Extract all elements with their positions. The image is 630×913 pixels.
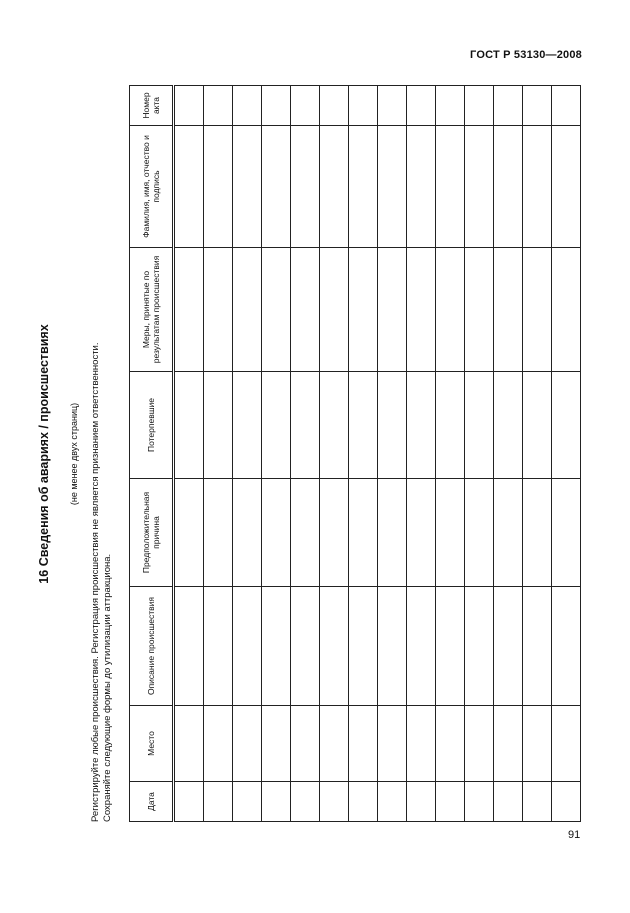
table-cell[interactable] — [523, 479, 552, 587]
table-cell[interactable] — [233, 248, 262, 372]
table-cell[interactable] — [494, 706, 523, 782]
table-cell[interactable] — [552, 248, 581, 372]
table-cell[interactable] — [204, 479, 233, 587]
table-cell[interactable] — [320, 86, 349, 126]
table-row — [204, 86, 233, 822]
table-cell[interactable] — [465, 587, 494, 706]
table-cell[interactable] — [233, 372, 262, 479]
table-row — [465, 86, 494, 822]
table-cell[interactable] — [378, 248, 407, 372]
table-cell[interactable] — [291, 372, 320, 479]
table-cell[interactable] — [349, 372, 378, 479]
table-cell[interactable] — [320, 248, 349, 372]
table-cell[interactable] — [552, 86, 581, 126]
table-cell[interactable] — [407, 126, 436, 248]
table-cell[interactable] — [465, 126, 494, 248]
column-header-description: Описание происшествия — [130, 587, 174, 706]
table-cell[interactable] — [262, 587, 291, 706]
table-cell[interactable] — [552, 587, 581, 706]
table-cell[interactable] — [262, 86, 291, 126]
table-cell[interactable] — [436, 86, 465, 126]
table-cell[interactable] — [378, 86, 407, 126]
table-row — [494, 86, 523, 822]
table-cell[interactable] — [262, 706, 291, 782]
table-row — [552, 86, 581, 822]
table-cell[interactable] — [407, 782, 436, 822]
table-cell[interactable] — [204, 372, 233, 479]
table-cell[interactable] — [349, 126, 378, 248]
section-title: 16 Сведения об авариях / происшествиях — [37, 324, 51, 584]
table-cell[interactable] — [204, 248, 233, 372]
table-cell[interactable] — [349, 587, 378, 706]
section-subtitle: (не менее двух страниц) — [69, 402, 79, 506]
table-cell[interactable] — [407, 372, 436, 479]
table-cell[interactable] — [378, 372, 407, 479]
table-cell[interactable] — [378, 587, 407, 706]
table-cell[interactable] — [349, 86, 378, 126]
table-cell[interactable] — [174, 706, 204, 782]
table-cell[interactable] — [378, 126, 407, 248]
intro-text — [90, 343, 114, 823]
table-cell[interactable] — [465, 479, 494, 587]
table-cell[interactable] — [291, 86, 320, 126]
table-cell[interactable] — [262, 782, 291, 822]
table-row — [291, 86, 320, 822]
table-cell[interactable] — [349, 479, 378, 587]
table-cell[interactable] — [407, 706, 436, 782]
table-cell[interactable] — [262, 126, 291, 248]
column-header-cause: Предположительная причина — [130, 479, 174, 587]
table-cell[interactable] — [552, 782, 581, 822]
table-cell[interactable] — [436, 248, 465, 372]
table-cell[interactable] — [204, 86, 233, 126]
table-cell[interactable] — [523, 782, 552, 822]
table-cell[interactable] — [320, 372, 349, 479]
table-cell[interactable] — [465, 86, 494, 126]
table-cell[interactable] — [262, 372, 291, 479]
table-cell[interactable] — [552, 372, 581, 479]
table-cell[interactable] — [436, 372, 465, 479]
table-row — [320, 86, 349, 822]
table-row — [262, 86, 291, 822]
page-number: 91 — [568, 829, 581, 841]
table-cell[interactable] — [233, 782, 262, 822]
table-cell[interactable] — [494, 782, 523, 822]
table-cell[interactable] — [320, 706, 349, 782]
table-cell[interactable] — [436, 479, 465, 587]
table-cell[interactable] — [233, 706, 262, 782]
table-cell[interactable] — [436, 706, 465, 782]
table-cell[interactable] — [436, 126, 465, 248]
table-cell[interactable] — [523, 86, 552, 126]
table-cell[interactable] — [204, 782, 233, 822]
table-cell[interactable] — [233, 587, 262, 706]
table-cell[interactable] — [523, 587, 552, 706]
table-cell[interactable] — [494, 86, 523, 126]
table-cell[interactable] — [204, 706, 233, 782]
table-cell[interactable] — [494, 372, 523, 479]
table-cell[interactable] — [494, 479, 523, 587]
table-cell[interactable] — [174, 126, 204, 248]
document-id: ГОСТ Р 53130—2008 — [470, 49, 582, 61]
table-cell[interactable] — [407, 479, 436, 587]
column-header-signature: Фамилия, имя, отчество и подпись — [130, 126, 174, 248]
table-cell[interactable] — [378, 706, 407, 782]
table-cell[interactable] — [523, 126, 552, 248]
table-body — [174, 86, 581, 822]
table-header-row — [130, 86, 174, 822]
table-cell[interactable] — [378, 479, 407, 587]
table-cell[interactable] — [174, 587, 204, 706]
table-row — [349, 86, 378, 822]
table-cell[interactable] — [233, 86, 262, 126]
table-cell[interactable] — [494, 587, 523, 706]
table-cell[interactable] — [320, 782, 349, 822]
intro-line: Сохраняйте следующие формы до утилизации аттракциона. — [102, 553, 113, 822]
table-row — [523, 86, 552, 822]
table-cell[interactable] — [465, 706, 494, 782]
rotated-landscape-content — [35, 86, 582, 822]
table-row — [436, 86, 465, 822]
table-cell[interactable] — [291, 248, 320, 372]
table-row — [378, 86, 407, 822]
table-cell[interactable] — [291, 126, 320, 248]
table-cell[interactable] — [465, 248, 494, 372]
table-cell[interactable] — [291, 479, 320, 587]
table-cell[interactable] — [320, 587, 349, 706]
column-header-act-number: Номер акта — [130, 86, 174, 126]
table-cell[interactable] — [465, 782, 494, 822]
column-header-place: Место — [130, 706, 174, 782]
table-row — [174, 86, 204, 822]
table-cell[interactable] — [552, 479, 581, 587]
table-cell[interactable] — [174, 782, 204, 822]
column-header-date: Дата — [130, 782, 174, 822]
table-cell[interactable] — [204, 587, 233, 706]
column-header-victims: Потерпевшие — [130, 372, 174, 479]
table-cell[interactable] — [523, 706, 552, 782]
table-cell[interactable] — [378, 782, 407, 822]
table-cell[interactable] — [320, 126, 349, 248]
table-cell[interactable] — [349, 248, 378, 372]
table-cell[interactable] — [233, 479, 262, 587]
table-cell[interactable] — [320, 479, 349, 587]
table-cell[interactable] — [494, 248, 523, 372]
table-cell[interactable] — [349, 706, 378, 782]
table-cell[interactable] — [436, 587, 465, 706]
table-cell[interactable] — [552, 126, 581, 248]
table-cell[interactable] — [174, 86, 204, 126]
table-cell[interactable] — [407, 86, 436, 126]
table-cell[interactable] — [174, 372, 204, 479]
table-cell[interactable] — [174, 248, 204, 372]
table-cell[interactable] — [291, 782, 320, 822]
table-cell[interactable] — [436, 782, 465, 822]
table-cell[interactable] — [407, 248, 436, 372]
incident-log-table — [129, 85, 581, 822]
table-cell[interactable] — [204, 126, 233, 248]
table-cell[interactable] — [523, 248, 552, 372]
table-cell[interactable] — [233, 126, 262, 248]
table-row — [233, 86, 262, 822]
table-cell[interactable] — [291, 706, 320, 782]
table-cell[interactable] — [349, 782, 378, 822]
table-cell[interactable] — [174, 479, 204, 587]
column-header-measures: Меры, принятые по результатам происшествия — [130, 248, 174, 372]
table-cell[interactable] — [465, 372, 494, 479]
table-cell[interactable] — [262, 248, 291, 372]
table-cell[interactable] — [494, 126, 523, 248]
table-cell[interactable] — [523, 372, 552, 479]
intro-line: Регистрируйте любые происшествия. Регистрация происшествия не является признанием ответственности. — [90, 342, 101, 822]
table-cell[interactable] — [552, 706, 581, 782]
table-cell[interactable] — [407, 587, 436, 706]
table-row — [407, 86, 436, 822]
table-cell[interactable] — [291, 587, 320, 706]
table-cell[interactable] — [262, 479, 291, 587]
